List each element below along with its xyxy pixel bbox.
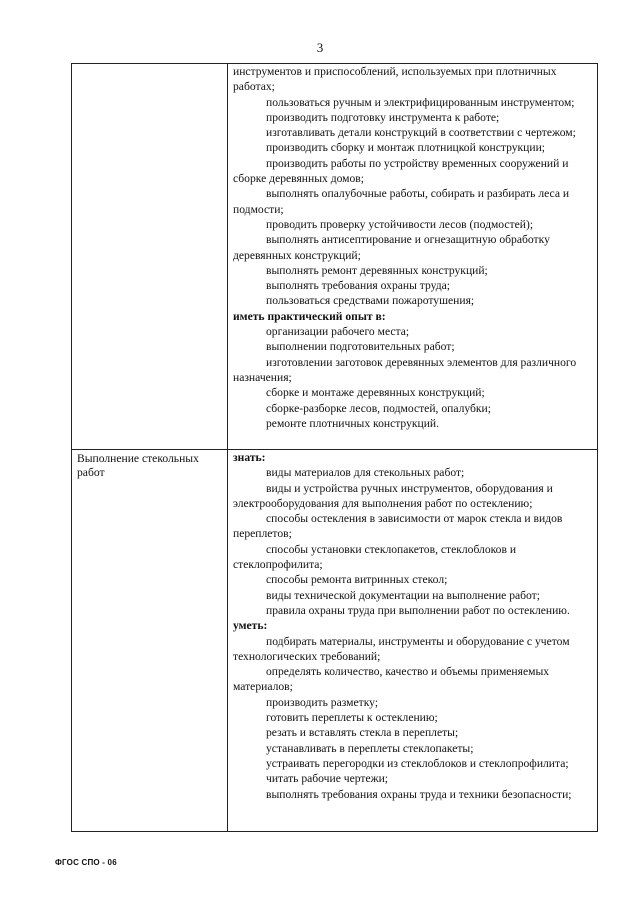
competency-table bbox=[71, 63, 598, 832]
requirements-cell bbox=[228, 64, 598, 450]
section-heading: иметь практический опыт в: bbox=[233, 309, 386, 323]
requirement-item: ремонте плотничных конструкций. bbox=[266, 416, 440, 430]
requirement-item: резать и вставлять стекла в переплеты; bbox=[266, 726, 459, 740]
requirement-item: готовить переплеты к остеклению; bbox=[266, 711, 438, 725]
requirements-cell bbox=[228, 450, 598, 832]
requirement-item: пользоваться ручным и электрифицированным инструментом; bbox=[266, 95, 575, 109]
requirement-item: производить подготовку инструмента к работе; bbox=[266, 110, 500, 124]
requirement-item: изготовлении заготовок деревянных элементов для различного назначения; bbox=[233, 355, 577, 384]
table-row bbox=[72, 450, 598, 832]
requirement-item: выполнять антисептирование и огнезащитную обработку деревянных конструкций; bbox=[233, 233, 550, 262]
requirement-item: подбирать материалы, инструменты и оборудование с учетом технологических требований; bbox=[233, 634, 570, 663]
requirement-item: пользоваться средствами пожаротушения; bbox=[266, 294, 475, 308]
requirement-item: устраивать перегородки из стеклоблоков и стеклопрофилита; bbox=[266, 756, 569, 770]
requirement-item: проводить проверку устойчивости лесов (подмостей); bbox=[266, 217, 534, 231]
requirement-item: виды материалов для стекольных работ; bbox=[266, 466, 465, 480]
section-name bbox=[72, 64, 227, 68]
requirement-item: читать рабочие чертежи; bbox=[266, 772, 389, 786]
section-name-cell bbox=[72, 450, 228, 832]
section-heading: уметь: bbox=[233, 619, 268, 633]
requirement-item: выполнении подготовительных работ; bbox=[266, 340, 455, 354]
section-heading: знать: bbox=[233, 451, 266, 464]
requirement-item: организации рабочего места; bbox=[266, 325, 410, 339]
requirement-item: устанавливать в переплеты стеклопакеты; bbox=[266, 741, 474, 755]
requirement-item: выполнять ремонт деревянных конструкций; bbox=[266, 263, 488, 277]
requirement-item: виды технической документации на выполнение работ; bbox=[266, 588, 540, 602]
requirement-item: выполнять требования охраны труда; bbox=[266, 279, 450, 293]
requirement-item: производить работы по устройству временных сооружений и сборке деревянных домов; bbox=[233, 156, 569, 186]
requirement-item: виды и устройства ручных инструментов, оборудования и электрооборудования для выполнения работ по остеклению; bbox=[233, 481, 553, 510]
requirement-item: определять количество, качество и объемы применяемых материалов; bbox=[233, 665, 550, 694]
section-name-cell bbox=[72, 64, 228, 450]
requirement-item: производить сборку и монтаж плотницкой конструкции; bbox=[266, 141, 546, 155]
requirement-item: выполнять опалубочные работы, собирать и разбирать леса и подмости; bbox=[233, 187, 570, 216]
document-code-footer: ФГОС СПО - 06 bbox=[55, 858, 117, 867]
table-row bbox=[72, 64, 598, 450]
requirement-item: способы остекления в зависимости от марок стекла и видов переплетов; bbox=[233, 512, 563, 541]
requirement-item: производить разметку; bbox=[266, 695, 379, 709]
requirement-item: сборке и монтаже деревянных конструкций; bbox=[266, 386, 485, 400]
requirement-item: способы ремонта витринных стекол; bbox=[266, 573, 448, 587]
requirement-item: способы установки стеклопакетов, стеклоблоков и стеклопрофилита; bbox=[233, 542, 517, 572]
requirement-item: сборке-разборке лесов, подмостей, опалубки; bbox=[266, 401, 491, 415]
requirement-item: правила охраны труда при выполнении работ по остеклению. bbox=[266, 603, 570, 617]
requirement-item: выполнять требования охраны труда и техники безопасности; bbox=[266, 787, 572, 801]
page-number: 3 bbox=[316, 40, 324, 55]
requirement-item: изготавливать детали конструкций в соответствии с чертежом; bbox=[266, 126, 576, 140]
requirement-item: инструментов и приспособлений, используемых при плотничных работах; bbox=[233, 65, 557, 94]
section-name: Выполнение стекольных работ bbox=[77, 452, 199, 479]
